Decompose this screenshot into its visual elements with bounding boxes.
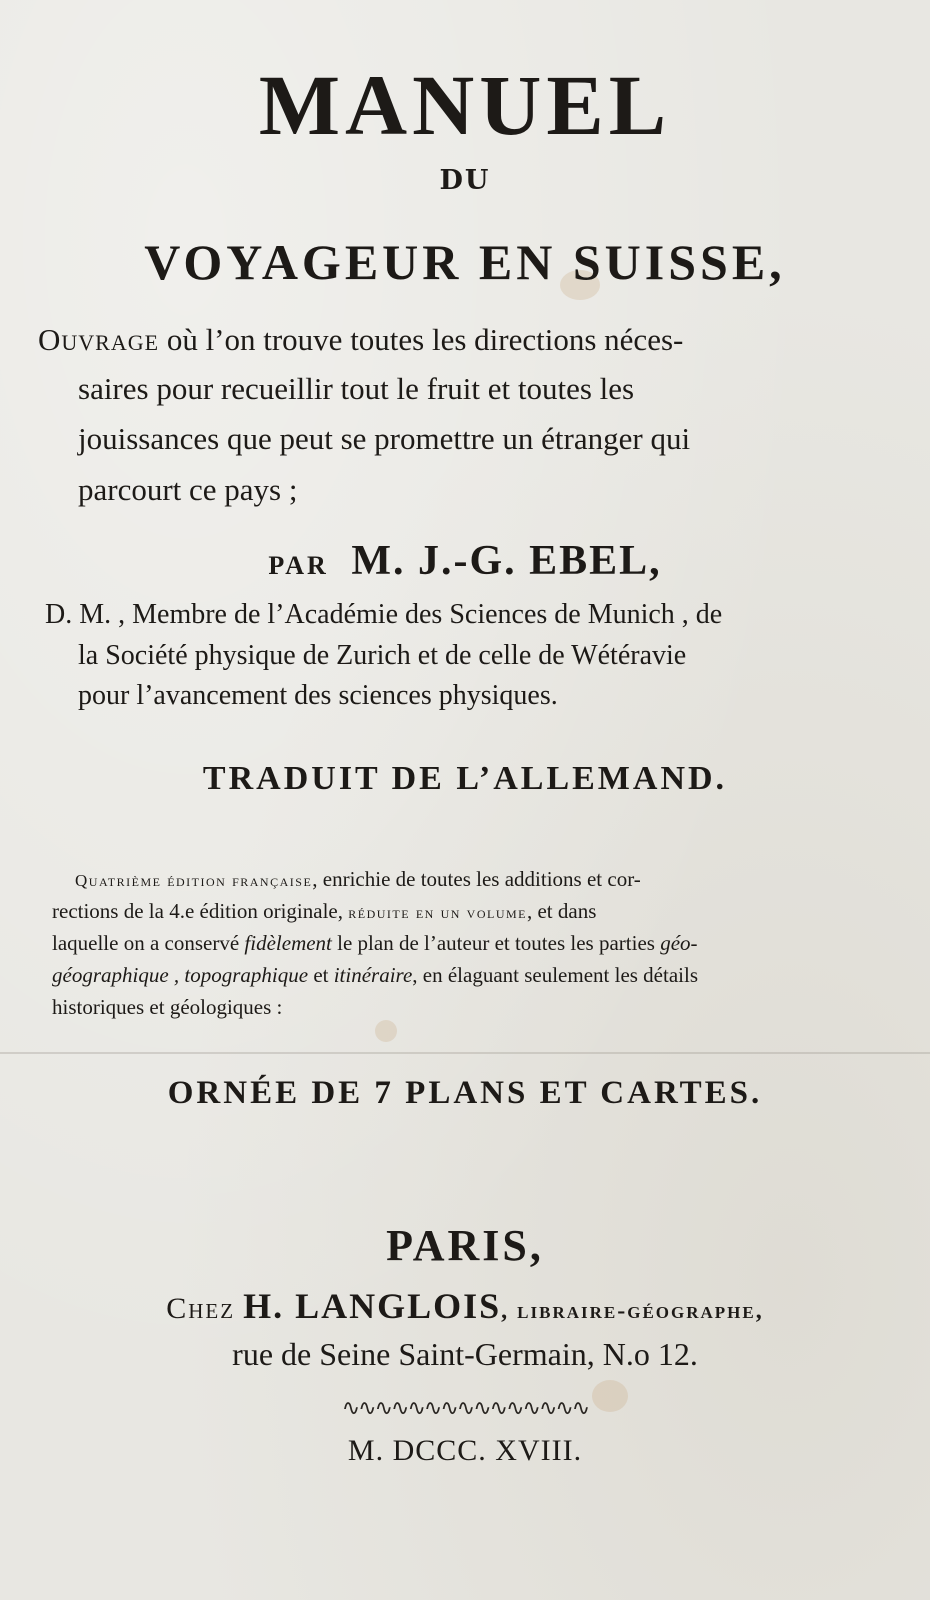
author-par: PAR <box>268 551 329 580</box>
imprint-publisher-line <box>0 1285 930 1327</box>
edition-label: Quatrième édition française <box>75 871 313 890</box>
imprint-city: PARIS, <box>386 1221 544 1270</box>
edition-note-line-4-b: , en élaguant seulement les détails <box>412 963 699 987</box>
edition-note-line-2 <box>52 899 596 924</box>
edition-note-fidelement: fidèlement <box>244 931 332 955</box>
edition-note-line-3 <box>52 931 698 956</box>
foxing-spot <box>375 1020 397 1042</box>
paper-fold-line <box>0 1052 930 1054</box>
edition-note-line-1 <box>75 867 641 892</box>
translated-note: TRADUIT DE L’ALLEMAND. <box>202 760 728 797</box>
edition-note-line-2-b: , et dans <box>526 899 597 923</box>
description-line-3: jouissances que peut se promettre un étranger qui <box>78 421 691 456</box>
description-line-4: parcourt ce pays ; <box>78 472 298 507</box>
description-line-2: saires pour recueillir tout le fruit et toutes les <box>78 371 635 406</box>
description-lead: Ouvrage <box>38 322 160 357</box>
imprint-date: M. DCCC. XVIII. <box>347 1434 583 1467</box>
ornament-rule: ∿∿∿∿∿∿∿∿∿∿∿∿∿∿∿ <box>341 1396 589 1421</box>
edition-note-line-3-b: le plan de l’auteur et toutes les parties <box>337 931 655 955</box>
edition-note-geo: géo- <box>660 931 698 955</box>
edition-note-line-4 <box>52 963 698 988</box>
imprint-address: rue de Seine Saint-Germain, N.o 12. <box>232 1336 698 1372</box>
imprint-role: , libraire-géographe, <box>501 1298 764 1324</box>
edition-note-et: et <box>313 963 329 987</box>
credentials-line-2: la Société physique de Zurich et de celle de Wétéravie <box>78 640 687 671</box>
imprint-publisher: H. LANGLOIS <box>243 1286 502 1326</box>
description-line-1 <box>38 322 838 358</box>
edition-note-geographique: géographique , topographique <box>52 963 309 987</box>
imprint-chez: Chez <box>166 1292 236 1325</box>
edition-note-line-2-a: rections de la 4.e édition originale, <box>52 899 343 923</box>
plates-note: ORNÉE DE 7 PLANS ET CARTES. <box>167 1075 763 1111</box>
book-title: MANUEL <box>258 57 672 153</box>
edition-note-line-3-a: laquelle on a conservé <box>52 931 240 955</box>
description-line-1-rest: où l’on trouve toutes les directions néces- <box>166 322 684 357</box>
credentials-line-1: D. M. , Membre de l’Académie des Sciences de Munich , de <box>45 599 723 630</box>
author-name: M. J.-G. EBEL, <box>351 538 662 584</box>
book-subtitle: VOYAGEUR EN SUISSE, <box>144 234 786 290</box>
credentials-line-3: pour l’avancement des sciences physiques. <box>78 680 558 711</box>
edition-note-itineraire: itinéraire <box>333 963 413 987</box>
edition-note-line-5: historiques et géologiques : <box>52 995 283 1019</box>
title-connector: DU <box>439 165 491 196</box>
edition-note-line-1-rest: , enrichie de toutes les additions et cor- <box>312 867 641 891</box>
author-line <box>0 537 930 585</box>
edition-reduced-label: réduite en un volume <box>348 903 527 922</box>
